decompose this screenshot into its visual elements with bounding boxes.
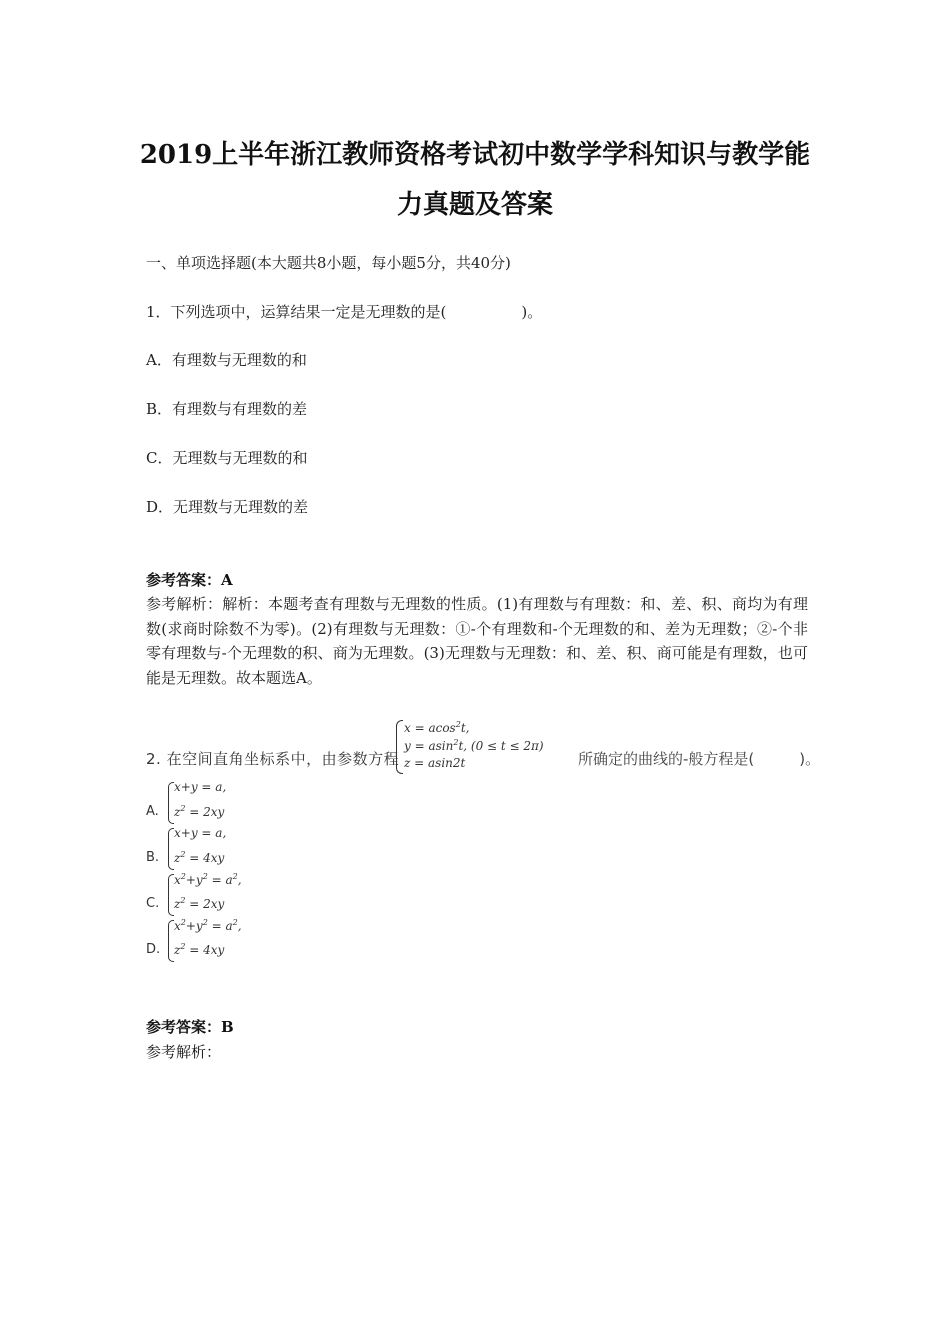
question-2-option-b: B. x+y = a, $z^2 = 4xy$ bbox=[146, 826, 346, 872]
param-eq-z: z = asin2t bbox=[404, 756, 466, 770]
question-1-answer bbox=[146, 569, 233, 590]
answer-value: B bbox=[221, 1018, 234, 1036]
question-1-stem: 1．下列选项中，运算结果一定是无理数的是( )。 bbox=[146, 303, 543, 321]
document-title-line-1: 2019上半年浙江教师资格考试初中数学学科知识与教学能 bbox=[139, 140, 811, 170]
document-title-line-2: 力真题及答案 bbox=[396, 190, 553, 220]
question-1-analysis: 参考解析：解析：本题考查有理数与无理数的性质。(1)有理数与有理数：和、差、积、商均为有理数(求商时除数不为零)。(2)有理数与无理数：①-个有理数和-个无理数的和、差为无理数；②-个非零有理数与-个无理数的积、商为无理数。(3)无理数与无理数：和、差、积、商可能是有理数，也可能是无理数。故本题选A。 bbox=[146, 595, 808, 687]
question-1-option-c: C．无理数与无理数的和 bbox=[146, 449, 308, 467]
answer-label: 参考答案： bbox=[146, 571, 222, 589]
question-1-option-b: B．有理数与有理数的差 bbox=[146, 400, 308, 418]
equation-brace bbox=[396, 720, 403, 774]
answer-value: A bbox=[221, 571, 233, 589]
param-eq-x: x = acos$^2$t, bbox=[404, 720, 470, 735]
question-2-option-c: C. $x^2+y^2 = a^2$, $z^2 = 2xy$ bbox=[146, 872, 346, 918]
question-2-option-d: D. $x^2+y^2 = a^2$, $z^2 = 4xy$ bbox=[146, 918, 346, 964]
question-1-option-a: A．有理数与无理数的和 bbox=[146, 351, 307, 369]
question-2-option-a: A. x+y = a, $z^2 = 2xy$ bbox=[146, 780, 346, 826]
question-2-lead: 2. 在空间直角坐标系中，由参数方程 bbox=[146, 750, 400, 768]
answer-label: 参考答案： bbox=[146, 1018, 222, 1036]
question-2-answer bbox=[146, 1016, 234, 1037]
param-eq-y: y = asin$^2$t, (0 ≤ t ≤ 2π) bbox=[404, 738, 544, 753]
section-heading: 一、单项选择题(本大题共8小题，每小题5分，共40分) bbox=[146, 254, 511, 272]
question-2-tail: 所确定的曲线的-般方程是( )。 bbox=[578, 750, 821, 768]
question-1-option-d: D．无理数与无理数的差 bbox=[146, 498, 309, 516]
question-2-analysis-label: 参考解析： bbox=[146, 1043, 222, 1061]
question-2-stem bbox=[146, 720, 826, 782]
